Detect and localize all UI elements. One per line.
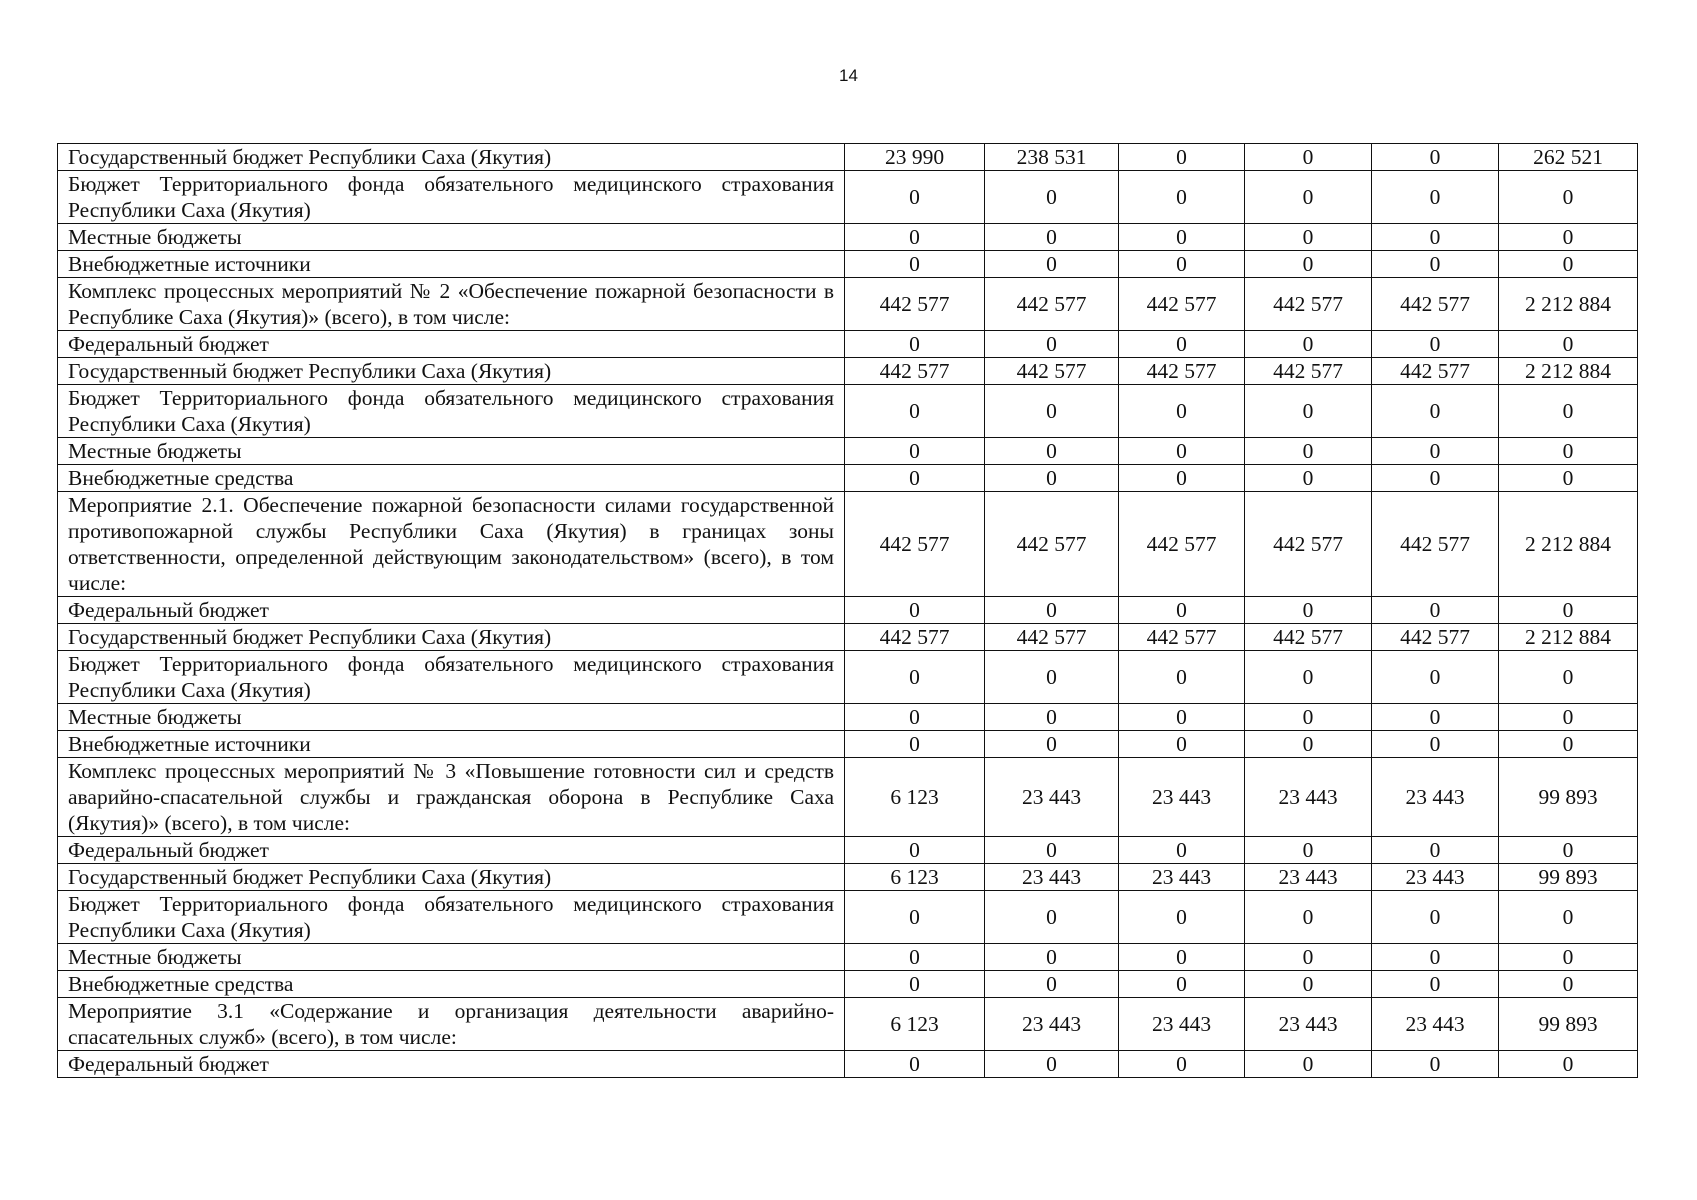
cell-value-total: 2 212 884 (1499, 624, 1638, 651)
cell-value-total: 0 (1499, 224, 1638, 251)
cell-value-4: 0 (1245, 251, 1372, 278)
cell-value-total: 0 (1499, 597, 1638, 624)
cell-value-3: 442 577 (1119, 492, 1245, 597)
cell-value-2: 442 577 (985, 624, 1119, 651)
table-row (58, 385, 1638, 438)
cell-value-1: 0 (845, 438, 985, 465)
cell-value-1: 442 577 (845, 492, 985, 597)
cell-value-3: 0 (1119, 597, 1245, 624)
cell-value-5: 0 (1372, 385, 1499, 438)
cell-value-total: 0 (1499, 385, 1638, 438)
cell-value-1: 0 (845, 971, 985, 998)
cell-value-2: 23 443 (985, 998, 1119, 1051)
cell-value-2: 238 531 (985, 144, 1119, 171)
cell-value-2: 0 (985, 944, 1119, 971)
table-row (58, 438, 1638, 465)
cell-value-total: 2 212 884 (1499, 278, 1638, 331)
row-label: Внебюджетные источники (58, 251, 845, 278)
cell-value-1: 6 123 (845, 864, 985, 891)
cell-value-3: 23 443 (1119, 864, 1245, 891)
cell-value-3: 0 (1119, 385, 1245, 438)
cell-value-5: 0 (1372, 171, 1499, 224)
row-label: Бюджет Территориального фонда обязательного медицинского страхования Республики Саха (Якутия) (58, 891, 845, 944)
cell-value-4: 0 (1245, 837, 1372, 864)
row-label: Местные бюджеты (58, 704, 845, 731)
cell-value-5: 0 (1372, 465, 1499, 492)
row-label: Комплекс процессных мероприятий № 3 «Повышение готовности сил и средств аварийно-спасательной службы и гражданская оборона в Республике Саха (Якутия)» (всего), в том числе: (58, 758, 845, 837)
table-row (58, 171, 1638, 224)
cell-value-4: 0 (1245, 597, 1372, 624)
cell-value-5: 0 (1372, 944, 1499, 971)
cell-value-2: 23 443 (985, 758, 1119, 837)
cell-value-total: 2 212 884 (1499, 358, 1638, 385)
cell-value-5: 0 (1372, 704, 1499, 731)
row-label: Местные бюджеты (58, 438, 845, 465)
table-row (58, 465, 1638, 492)
budget-table-body (58, 144, 1638, 1078)
cell-value-4: 442 577 (1245, 358, 1372, 385)
cell-value-1: 0 (845, 651, 985, 704)
table-row (58, 971, 1638, 998)
cell-value-total: 0 (1499, 731, 1638, 758)
cell-value-1: 0 (845, 171, 985, 224)
cell-value-4: 442 577 (1245, 492, 1372, 597)
cell-value-3: 0 (1119, 891, 1245, 944)
cell-value-2: 0 (985, 251, 1119, 278)
cell-value-1: 0 (845, 331, 985, 358)
cell-value-1: 0 (845, 224, 985, 251)
cell-value-5: 0 (1372, 651, 1499, 704)
cell-value-total: 0 (1499, 944, 1638, 971)
cell-value-3: 0 (1119, 944, 1245, 971)
cell-value-total: 0 (1499, 171, 1638, 224)
cell-value-2: 0 (985, 731, 1119, 758)
cell-value-2: 23 443 (985, 864, 1119, 891)
cell-value-4: 23 443 (1245, 864, 1372, 891)
cell-value-total: 0 (1499, 837, 1638, 864)
cell-value-1: 0 (845, 385, 985, 438)
cell-value-1: 23 990 (845, 144, 985, 171)
table-row (58, 597, 1638, 624)
table-row (58, 704, 1638, 731)
cell-value-4: 0 (1245, 331, 1372, 358)
cell-value-4: 0 (1245, 385, 1372, 438)
cell-value-2: 0 (985, 1051, 1119, 1078)
cell-value-1: 0 (845, 891, 985, 944)
cell-value-3: 442 577 (1119, 358, 1245, 385)
cell-value-2: 0 (985, 224, 1119, 251)
cell-value-5: 0 (1372, 891, 1499, 944)
cell-value-3: 442 577 (1119, 624, 1245, 651)
cell-value-total: 0 (1499, 438, 1638, 465)
cell-value-4: 0 (1245, 731, 1372, 758)
row-label: Мероприятие 3.1 «Содержание и организация деятельности аварийно-спасательных служб» (всего), в том числе: (58, 998, 845, 1051)
cell-value-3: 0 (1119, 1051, 1245, 1078)
table-row (58, 624, 1638, 651)
cell-value-3: 0 (1119, 438, 1245, 465)
table-row (58, 998, 1638, 1051)
row-label: Федеральный бюджет (58, 331, 845, 358)
cell-value-total: 99 893 (1499, 998, 1638, 1051)
table-row (58, 224, 1638, 251)
cell-value-1: 0 (845, 944, 985, 971)
row-label: Федеральный бюджет (58, 837, 845, 864)
table-row (58, 278, 1638, 331)
cell-value-total: 0 (1499, 971, 1638, 998)
cell-value-5: 0 (1372, 224, 1499, 251)
row-label: Федеральный бюджет (58, 597, 845, 624)
row-label: Федеральный бюджет (58, 1051, 845, 1078)
cell-value-5: 442 577 (1372, 492, 1499, 597)
cell-value-1: 0 (845, 1051, 985, 1078)
cell-value-1: 6 123 (845, 998, 985, 1051)
table-row (58, 1051, 1638, 1078)
cell-value-2: 442 577 (985, 492, 1119, 597)
cell-value-3: 0 (1119, 144, 1245, 171)
row-label: Государственный бюджет Республики Саха (Якутия) (58, 144, 845, 171)
cell-value-3: 442 577 (1119, 278, 1245, 331)
cell-value-2: 442 577 (985, 278, 1119, 331)
row-label: Бюджет Территориального фонда обязательного медицинского страхования Республики Саха (Якутия) (58, 171, 845, 224)
row-label: Комплекс процессных мероприятий № 2 «Обеспечение пожарной безопасности в Республике Саха (Якутия)» (всего), в том числе: (58, 278, 845, 331)
cell-value-4: 0 (1245, 971, 1372, 998)
cell-value-1: 0 (845, 837, 985, 864)
cell-value-2: 0 (985, 837, 1119, 864)
cell-value-4: 442 577 (1245, 278, 1372, 331)
row-label: Бюджет Территориального фонда обязательного медицинского страхования Республики Саха (Якутия) (58, 651, 845, 704)
cell-value-5: 0 (1372, 1051, 1499, 1078)
row-label: Внебюджетные средства (58, 971, 845, 998)
cell-value-1: 0 (845, 597, 985, 624)
table-row (58, 731, 1638, 758)
cell-value-5: 23 443 (1372, 758, 1499, 837)
row-label: Государственный бюджет Республики Саха (Якутия) (58, 358, 845, 385)
cell-value-4: 0 (1245, 171, 1372, 224)
cell-value-3: 0 (1119, 224, 1245, 251)
cell-value-total: 0 (1499, 251, 1638, 278)
table-row (58, 944, 1638, 971)
cell-value-total: 0 (1499, 704, 1638, 731)
row-label: Местные бюджеты (58, 224, 845, 251)
cell-value-2: 0 (985, 704, 1119, 731)
cell-value-2: 0 (985, 597, 1119, 624)
cell-value-5: 23 443 (1372, 998, 1499, 1051)
cell-value-total: 262 521 (1499, 144, 1638, 171)
cell-value-total: 0 (1499, 465, 1638, 492)
table-row (58, 492, 1638, 597)
cell-value-5: 0 (1372, 331, 1499, 358)
row-label: Местные бюджеты (58, 944, 845, 971)
row-label: Внебюджетные средства (58, 465, 845, 492)
cell-value-total: 2 212 884 (1499, 492, 1638, 597)
cell-value-3: 0 (1119, 731, 1245, 758)
cell-value-total: 0 (1499, 891, 1638, 944)
cell-value-5: 0 (1372, 251, 1499, 278)
cell-value-4: 0 (1245, 704, 1372, 731)
cell-value-3: 23 443 (1119, 758, 1245, 837)
cell-value-5: 0 (1372, 597, 1499, 624)
row-label: Внебюджетные источники (58, 731, 845, 758)
table-row (58, 651, 1638, 704)
cell-value-5: 442 577 (1372, 278, 1499, 331)
cell-value-1: 6 123 (845, 758, 985, 837)
cell-value-2: 0 (985, 385, 1119, 438)
cell-value-3: 0 (1119, 465, 1245, 492)
cell-value-4: 0 (1245, 224, 1372, 251)
cell-value-3: 0 (1119, 971, 1245, 998)
cell-value-4: 0 (1245, 891, 1372, 944)
row-label: Бюджет Территориального фонда обязательного медицинского страхования Республики Саха (Якутия) (58, 385, 845, 438)
row-label: Государственный бюджет Республики Саха (Якутия) (58, 624, 845, 651)
cell-value-1: 442 577 (845, 624, 985, 651)
table-row (58, 837, 1638, 864)
cell-value-total: 99 893 (1499, 758, 1638, 837)
cell-value-5: 23 443 (1372, 864, 1499, 891)
cell-value-total: 0 (1499, 651, 1638, 704)
cell-value-4: 442 577 (1245, 624, 1372, 651)
row-label: Мероприятие 2.1. Обеспечение пожарной безопасности силами государственной противопожарной службы Республики Саха (Якутия) в границах зоны ответственности, определенной действующим законодательством» (всего), в том числе: (58, 492, 845, 597)
cell-value-1: 0 (845, 704, 985, 731)
cell-value-1: 442 577 (845, 358, 985, 385)
cell-value-1: 442 577 (845, 278, 985, 331)
cell-value-4: 23 443 (1245, 758, 1372, 837)
cell-value-2: 0 (985, 891, 1119, 944)
cell-value-4: 0 (1245, 944, 1372, 971)
row-label: Государственный бюджет Республики Саха (Якутия) (58, 864, 845, 891)
cell-value-5: 0 (1372, 144, 1499, 171)
cell-value-3: 0 (1119, 704, 1245, 731)
cell-value-4: 23 443 (1245, 998, 1372, 1051)
cell-value-1: 0 (845, 465, 985, 492)
cell-value-4: 0 (1245, 1051, 1372, 1078)
cell-value-1: 0 (845, 251, 985, 278)
table-row (58, 864, 1638, 891)
cell-value-3: 0 (1119, 331, 1245, 358)
cell-value-4: 0 (1245, 144, 1372, 171)
cell-value-2: 0 (985, 438, 1119, 465)
cell-value-3: 0 (1119, 837, 1245, 864)
cell-value-4: 0 (1245, 651, 1372, 704)
cell-value-4: 0 (1245, 438, 1372, 465)
cell-value-2: 442 577 (985, 358, 1119, 385)
cell-value-3: 23 443 (1119, 998, 1245, 1051)
cell-value-5: 442 577 (1372, 358, 1499, 385)
cell-value-2: 0 (985, 971, 1119, 998)
budget-table (57, 143, 1638, 1078)
cell-value-1: 0 (845, 731, 985, 758)
cell-value-5: 0 (1372, 837, 1499, 864)
cell-value-3: 0 (1119, 171, 1245, 224)
cell-value-total: 99 893 (1499, 864, 1638, 891)
page-number: 14 (839, 66, 858, 85)
cell-value-5: 0 (1372, 438, 1499, 465)
cell-value-5: 442 577 (1372, 624, 1499, 651)
cell-value-2: 0 (985, 171, 1119, 224)
cell-value-3: 0 (1119, 251, 1245, 278)
cell-value-5: 0 (1372, 731, 1499, 758)
table-row (58, 358, 1638, 385)
cell-value-total: 0 (1499, 1051, 1638, 1078)
cell-value-2: 0 (985, 651, 1119, 704)
table-row (58, 251, 1638, 278)
table-row (58, 891, 1638, 944)
cell-value-4: 0 (1245, 465, 1372, 492)
cell-value-2: 0 (985, 331, 1119, 358)
cell-value-total: 0 (1499, 331, 1638, 358)
cell-value-5: 0 (1372, 971, 1499, 998)
table-row (58, 144, 1638, 171)
cell-value-3: 0 (1119, 651, 1245, 704)
table-row (58, 331, 1638, 358)
table-row (58, 758, 1638, 837)
cell-value-2: 0 (985, 465, 1119, 492)
